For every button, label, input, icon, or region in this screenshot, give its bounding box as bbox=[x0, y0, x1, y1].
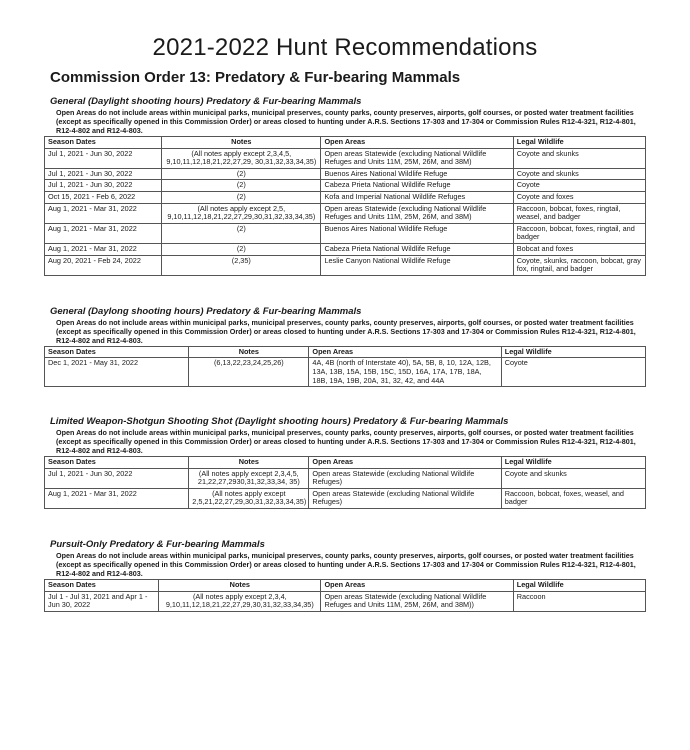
notes-cell: (All notes apply except 2,5,21,22,27,29,30,31,32,33,34,35) bbox=[189, 488, 309, 508]
column-header: Season Dates bbox=[45, 137, 162, 149]
season-dates-cell: Jul 1, 2021 - Jun 30, 2022 bbox=[45, 180, 162, 192]
column-header: Notes bbox=[189, 346, 309, 358]
column-header: Notes bbox=[162, 137, 321, 149]
column-header: Open Areas bbox=[309, 346, 501, 358]
legal-wildlife-cell: Raccoon, bobcat, foxes, ringtail, weasel, and badger bbox=[513, 203, 645, 223]
column-header: Open Areas bbox=[309, 457, 501, 469]
season-dates-cell: Jul 1, 2021 - Jun 30, 2022 bbox=[45, 148, 162, 168]
table-row bbox=[45, 203, 646, 223]
table-row bbox=[45, 358, 646, 387]
season-dates-cell: Jul 1 - Jul 31, 2021 and Apr 1 - Jun 30, 2022 bbox=[45, 591, 159, 611]
column-header: Season Dates bbox=[45, 457, 189, 469]
open-areas-cell: Open areas Statewide (excluding National Wildlife Refuges) bbox=[309, 488, 501, 508]
legal-wildlife-cell: Coyote and skunks bbox=[513, 148, 645, 168]
section-note: Open Areas do not include areas within municipal parks, municipal preserves, county parks, county preserves, airports, golf courses, or posted water treatment facilities (except as specifically opened in this Commission Order) or areas closed to hunting under A.R.S. Sections 17-303 and 17-304 or Commission Rules R12-4-321, R12-4-801, R12-4-802 and R12-4-803. bbox=[56, 551, 636, 579]
page-title: 2021-2022 Hunt Recommendations bbox=[152, 34, 538, 61]
table-header-row bbox=[45, 457, 646, 469]
season-dates-cell: Aug 1, 2021 - Mar 31, 2022 bbox=[45, 488, 189, 508]
legal-wildlife-cell: Raccoon, bobcat, foxes, weasel, and badger bbox=[501, 488, 645, 508]
season-dates-cell: Aug 1, 2021 - Mar 31, 2022 bbox=[45, 243, 162, 255]
open-areas-cell: Kofa and Imperial National Wildlife Refuges bbox=[321, 191, 513, 203]
table-row bbox=[45, 488, 646, 508]
open-areas-cell: Open areas Statewide (excluding National Wildlife Refuges) bbox=[309, 468, 501, 488]
table-row bbox=[45, 468, 646, 488]
section-note: Open Areas do not include areas within municipal parks, municipal preserves, county parks, county preserves, airports, golf courses, or posted water treatment facilities (except as specifically opened in this Commission Order) or areas closed to hunting under A.R.S. Sections 17-303 and 17-304 or Commission Rules R12-4-321, R12-4-801, R12-4-802 and R12-4-803. bbox=[56, 108, 636, 135]
open-areas-cell: Open areas Statewide (excluding National Wildlife Refuges and Units 11M, 25M, 26M, and 38M) bbox=[321, 203, 513, 223]
notes-cell: (All notes apply except 2,5, 9,10,11,12,18,21,22,27,29,30,31,32,33,34,35) bbox=[162, 203, 321, 223]
legal-wildlife-cell: Bobcat and foxes bbox=[513, 243, 645, 255]
column-header: Notes bbox=[159, 580, 321, 592]
open-areas-cell: Leslie Canyon National Wildlife Refuge bbox=[321, 255, 513, 275]
column-header: Open Areas bbox=[321, 580, 513, 592]
section-general-daylong bbox=[44, 306, 646, 387]
table-header-row bbox=[45, 346, 646, 358]
table-header-row bbox=[45, 137, 646, 149]
table-row bbox=[45, 223, 646, 243]
notes-cell: (2) bbox=[162, 191, 321, 203]
notes-cell: (2) bbox=[162, 180, 321, 192]
legal-wildlife-cell: Coyote and foxes bbox=[513, 191, 645, 203]
season-dates-cell: Jul 1, 2021 - Jun 30, 2022 bbox=[45, 168, 162, 180]
open-areas-cell: Cabeza Prieta National Wildlife Refuge bbox=[321, 180, 513, 192]
legal-wildlife-cell: Coyote and skunks bbox=[513, 168, 645, 180]
open-areas-cell: Open areas Statewide (excluding National Wildlife Refuges and Units 11M, 25M, 26M, and 38M) bbox=[321, 148, 513, 168]
column-header: Legal Wildlife bbox=[513, 580, 645, 592]
section-limited-weapon-shotgun bbox=[44, 416, 646, 509]
season-dates-cell: Aug 1, 2021 - Mar 31, 2022 bbox=[45, 223, 162, 243]
table-row bbox=[45, 591, 646, 611]
section-heading: General (Daylight shooting hours) Predatory & Fur-bearing Mammals bbox=[50, 96, 362, 107]
notes-cell: (All notes apply except 2,3,4,5, 9,10,11,12,18,21,22,27,29, 30,31,32,33,34,35) bbox=[162, 148, 321, 168]
page-subtitle: Commission Order 13: Predatory & Fur-bearing Mammals bbox=[50, 69, 461, 86]
table-row bbox=[45, 148, 646, 168]
section-note: Open Areas do not include areas within municipal parks, municipal preserves, county parks, county preserves, airports, golf courses, or posted water treatment facilities (except as specifically opened in this Commission Order) or areas closed to hunting under A.R.S. Sections 17-303 and 17-304 or Commission Rules R12-4-321, R12-4-801, R12-4-802 and R12-4-803. bbox=[56, 428, 636, 456]
legal-wildlife-cell: Coyote bbox=[501, 358, 645, 387]
table-row bbox=[45, 191, 646, 203]
table-row bbox=[45, 180, 646, 192]
season-dates-cell: Jul 1, 2021 - Jun 30, 2022 bbox=[45, 468, 189, 488]
legal-wildlife-cell: Coyote, skunks, raccoon, bobcat, gray fox, ringtail, and badger bbox=[513, 255, 645, 275]
section-general-daylight bbox=[44, 96, 646, 276]
column-header: Notes bbox=[189, 457, 309, 469]
season-dates-cell: Oct 15, 2021 - Feb 6, 2022 bbox=[45, 191, 162, 203]
table-row bbox=[45, 255, 646, 275]
column-header: Legal Wildlife bbox=[513, 137, 645, 149]
season-dates-cell: Dec 1, 2021 - May 31, 2022 bbox=[45, 358, 189, 387]
open-areas-cell: Buenos Aires National Wildlife Refuge bbox=[321, 168, 513, 180]
section-heading: General (Daylong shooting hours) Predatory & Fur-bearing Mammals bbox=[50, 305, 362, 317]
column-header: Season Dates bbox=[45, 580, 159, 592]
notes-cell: (6,13,22,23,24,25,26) bbox=[189, 358, 309, 387]
season-table bbox=[44, 346, 646, 387]
season-table bbox=[44, 136, 646, 276]
section-heading: Pursuit-Only Predatory & Fur-bearing Mammals bbox=[50, 539, 265, 551]
legal-wildlife-cell: Raccoon, bobcat, foxes, ringtail, and badger bbox=[513, 223, 645, 243]
notes-cell: (2,35) bbox=[162, 255, 321, 275]
column-header: Legal Wildlife bbox=[501, 346, 645, 358]
season-table bbox=[44, 579, 646, 612]
season-table bbox=[44, 456, 646, 509]
notes-cell: (2) bbox=[162, 168, 321, 180]
legal-wildlife-cell: Raccoon bbox=[513, 591, 645, 611]
notes-cell: (2) bbox=[162, 243, 321, 255]
column-header: Open Areas bbox=[321, 137, 513, 149]
section-note: Open Areas do not include areas within municipal parks, municipal preserves, county parks, county preserves, airports, golf courses, or posted water treatment facilities (except as specifically opened in this Commission Order) or areas closed to hunting under A.R.S. Sections 17-303 and 17-304 or Commission Rules R12-4-321, R12-4-801, R12-4-802 and R12-4-803. bbox=[56, 317, 636, 345]
open-areas-cell: Cabeza Prieta National Wildlife Refuge bbox=[321, 243, 513, 255]
notes-cell: (All notes apply except 2,3,4,5, 21,22,27,2930,31,32,33,34, 35) bbox=[189, 468, 309, 488]
legal-wildlife-cell: Coyote bbox=[513, 180, 645, 192]
section-heading: Limited Weapon-Shotgun Shooting Shot (Daylight shooting hours) Predatory & Fur-bearing Mammals bbox=[50, 416, 509, 428]
open-areas-cell: 4A, 4B (north of Interstate 40), 5A, 5B, 8, 10, 12A, 12B, 13A, 13B, 15A, 15B, 15C, 15D, 16A, 17A, 17B, 18A, 18B, 19A, 19B, 20A, 31, 32, 42, and 44A bbox=[309, 358, 501, 387]
table-header-row bbox=[45, 580, 646, 592]
table-row bbox=[45, 243, 646, 255]
season-dates-cell: Aug 20, 2021 - Feb 24, 2022 bbox=[45, 255, 162, 275]
legal-wildlife-cell: Coyote and skunks bbox=[501, 468, 645, 488]
column-header: Legal Wildlife bbox=[501, 457, 645, 469]
column-header: Season Dates bbox=[45, 346, 189, 358]
section-pursuit-only bbox=[44, 539, 646, 612]
open-areas-cell: Buenos Aires National Wildlife Refuge bbox=[321, 223, 513, 243]
notes-cell: (2) bbox=[162, 223, 321, 243]
open-areas-cell: Open areas Statewide (excluding National Wildlife Refuges and Units 11M, 25M, 26M, and 38M)) bbox=[321, 591, 513, 611]
season-dates-cell: Aug 1, 2021 - Mar 31, 2022 bbox=[45, 203, 162, 223]
table-row bbox=[45, 168, 646, 180]
notes-cell: (All notes apply except 2,3,4, 9,10,11,12,18,21,22,27,29,30,31,32,33,34,35) bbox=[159, 591, 321, 611]
